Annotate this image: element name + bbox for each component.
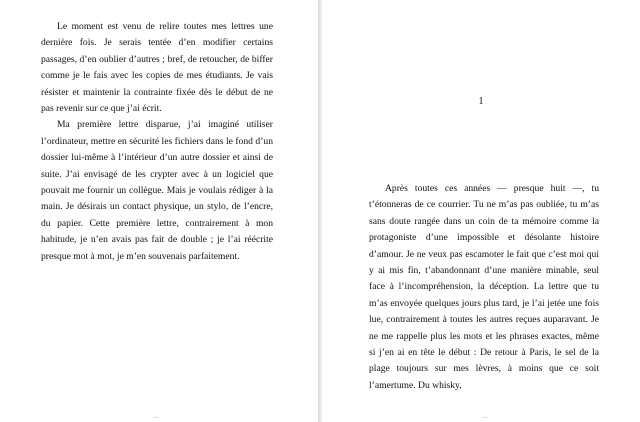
folio-mark: ‥ xyxy=(154,412,159,420)
paragraph: Le moment est venu de relire toutes mes lettres une dernière fois. Je serais tentée d’en modifier certains passages, d’en oublier d’autres ; bref, de retoucher, de biffer comme je le fais avec les copies de mes étudiants. Je vais résister et maintenir la contrainte fixée dès le début de ne pas revenir sur ce que j’ai écrit. xyxy=(41,21,273,115)
chapter-number: 1 xyxy=(478,96,484,107)
right-page xyxy=(322,0,640,422)
left-page xyxy=(0,0,318,422)
left-page-text xyxy=(41,19,273,265)
folio-mark: ‥ xyxy=(483,412,488,420)
right-page-text xyxy=(369,181,599,394)
paragraph: Après toutes ces années — presque huit —, tu t’étonneras de ce courrier. Tu ne m’as pas oubliée, tu m’as sans doute rangée dans un coin de ta mémoire comme la protagoniste d’une impossible et désolante histoire d’amour. Je ne veux pas escamoter le fait que c’est moi qui y ai mis fin, t’abandonnant d’une manière minable, seul face à l’incompréhension, la déception. La lettre que tu m’as envoyée quelques jours plus tard, je l’ai jetée une fois lue, contrairement à toutes les autres reçues auparavant. Je ne me rappelle plus les mots et les phrases exactes, même si j’en ai en tête le début : De retour à Paris, le sel de la plage toujours sur mes lèvres, à moins que ce soit l’amertume. Du whisky, xyxy=(369,183,599,391)
paragraph: Ma première lettre disparue, j’ai imaginé utiliser l’ordinateur, mettre en sécurité les fichiers dans le fond d’un dossier lui-même à l’intérieur d’un autre dossier et ainsi de suite. J’ai envisagé de les crypter avec à un logiciel que pouvait me fournir un collègue. Mais je voulais rédiger à la main. Je désirais un contact physique, un stylo, de l’encre, du papier. Cette première lettre, contrairement à mon habitude, je n’en avais pas fait de double ; je l’ai réécrite presque mot à mot, je m’en souvenais parfaitement. xyxy=(41,119,273,262)
